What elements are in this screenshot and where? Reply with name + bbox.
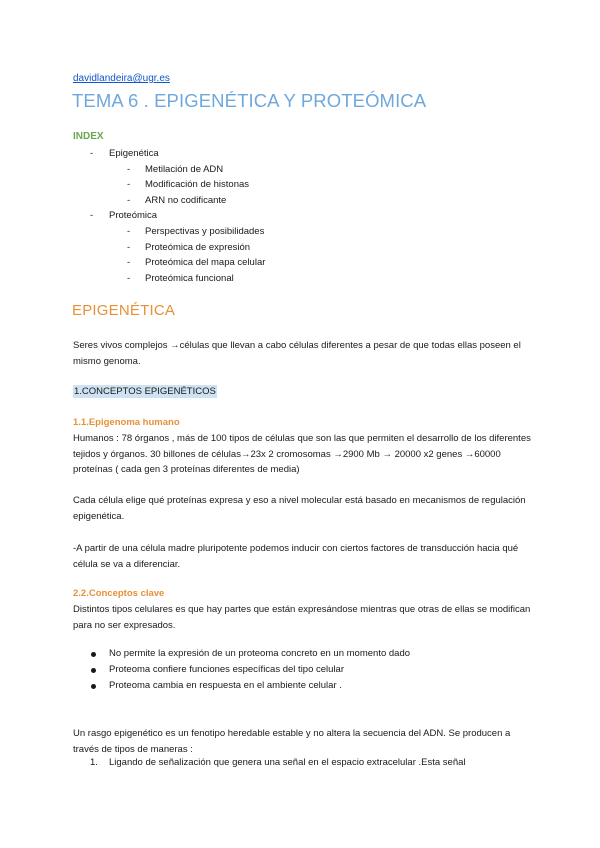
document-title: TEMA 6 . EPIGENÉTICA Y PROTEÓMICA <box>72 90 427 111</box>
list-item: Proteoma confiere funciones específicas del tipo celular <box>109 664 344 675</box>
toc-subitem: Modificación de histonas <box>145 179 250 190</box>
list-item: Proteoma cambia en respuesta en el ambiente celular . <box>109 680 342 691</box>
toc-subitem: Proteómica de expresión <box>145 242 251 253</box>
toc-subitem: ARN no codificante <box>145 195 227 206</box>
paragraph: -A partir de una célula madre pluripotente podemos inducir con ciertos factores de transducción hacia qué célula se va a diferenciar. <box>73 543 519 570</box>
toc-dash: - <box>90 210 94 221</box>
numbered-list-item: Ligando de señalización que genera una señal en el espacio extracelular .Esta señal <box>109 757 466 768</box>
toc-subitem: Proteómica del mapa celular <box>145 257 266 268</box>
toc-dash: - <box>127 179 131 190</box>
paragraph: Distintos tipos celulares es que hay partes que están expresándose mientras que otras de ellas se modifican para no ser expresados. <box>73 604 531 631</box>
toc-dash: - <box>127 242 131 253</box>
concepts-heading: 1.CONCEPTOS EPIGENÉTICOS <box>74 386 216 397</box>
toc-dash: - <box>127 257 131 268</box>
list-item: No permite la expresión de un proteoma concreto en un momento dado <box>109 648 411 659</box>
paragraph: Un rasgo epigenético es un fenotipo heredable estable y no altera la secuencia del ADN. Se producen a través de tipos de maneras : <box>73 728 511 755</box>
subsection-heading-conceptos: 2.2.Conceptos clave <box>73 588 165 599</box>
author-email-link[interactable]: davidlandeira@ugr.es <box>73 73 170 84</box>
toc-dash: - <box>127 273 131 284</box>
toc-dash: - <box>127 226 131 237</box>
toc-item-proteomica: Proteómica <box>109 210 158 221</box>
toc-dash: - <box>127 164 131 175</box>
list-number: 1. <box>90 757 98 768</box>
section-heading-epigenetica: EPIGENÉTICA <box>72 302 176 319</box>
toc-subitem: Metilación de ADN <box>145 164 224 175</box>
bullet-icon <box>91 684 96 689</box>
toc-subitem: Proteómica funcional <box>145 273 234 284</box>
toc-subitem: Perspectivas y posibilidades <box>145 226 265 237</box>
index-heading: INDEX <box>73 131 104 142</box>
toc-dash: - <box>127 195 131 206</box>
toc-dash: - <box>90 148 94 159</box>
subsection-heading-epigenoma: 1.1.Epigenoma humano <box>73 417 180 428</box>
bullet-icon <box>91 668 96 673</box>
paragraph: Cada célula elige qué proteínas expresa y eso a nivel molecular está basado en mecanismos de regulación epigenética. <box>73 495 526 522</box>
bullet-icon <box>91 652 96 657</box>
paragraph: Humanos : 78 órganos , más de 100 tipos de células que son las que permiten el desarrollo de los diferentes tejidos y órganos. 30 billones de células→23x 2 cromosomas →2900 Mb → 20000 x2 genes →60000 proteínas ( cada gen 3 proteínas diferentes de media) <box>73 433 531 475</box>
toc-item-epigenetica: Epigenética <box>109 148 159 159</box>
intro-paragraph: Seres vivos complejos →células que llevan a cabo células diferentes a pesar de que todas ellas poseen el mismo genoma. <box>73 340 521 367</box>
